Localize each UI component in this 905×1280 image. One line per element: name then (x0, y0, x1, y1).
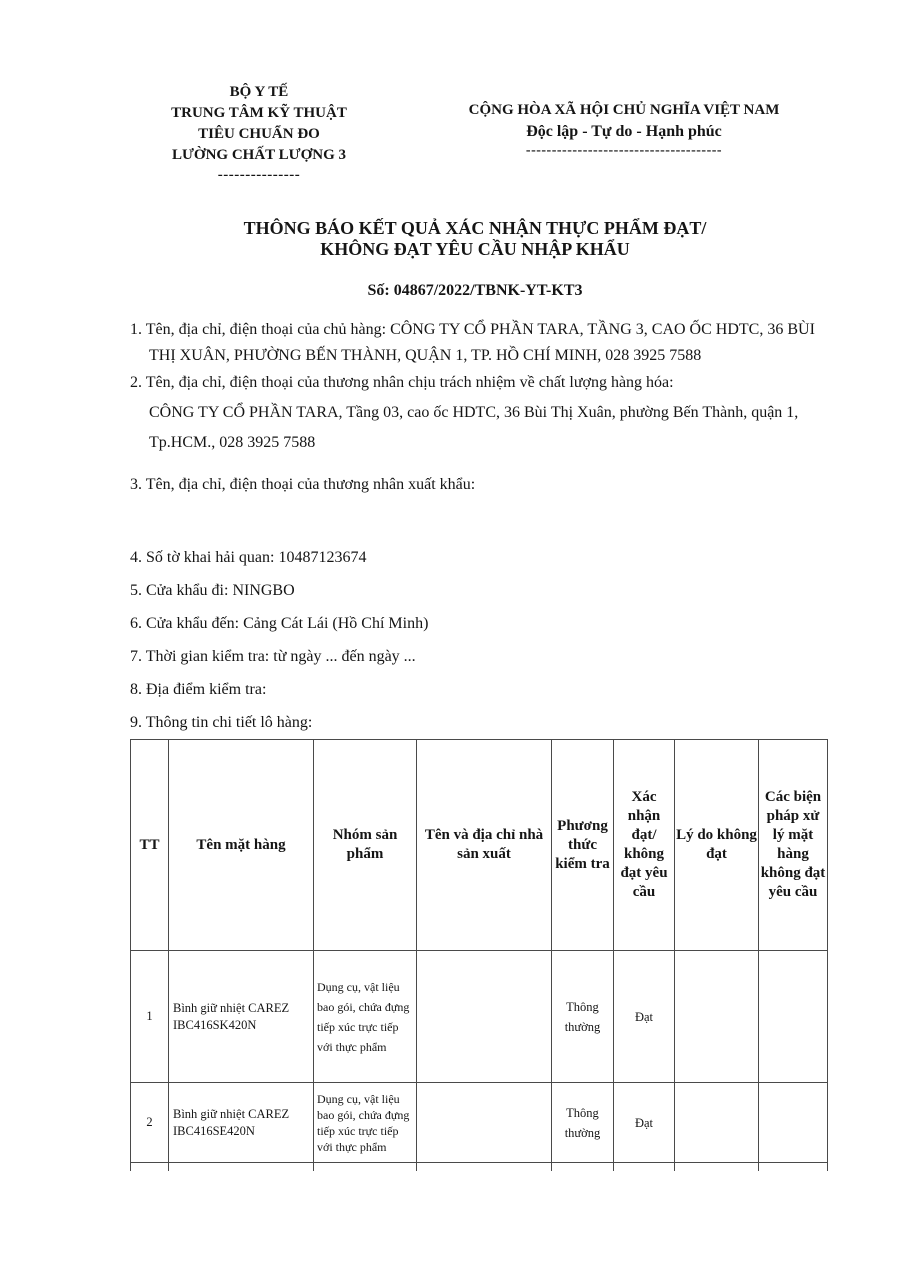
cell-handling-measures (759, 951, 828, 1083)
title-line-1: THÔNG BÁO KẾT QUẢ XÁC NHẬN THỰC PHẨM ĐẠT/ (243, 218, 707, 238)
item-5-departure-port: 5. Cửa khẩu đi: NINGBO (130, 582, 295, 599)
cell-inspection-method: Thông thường (552, 1083, 614, 1163)
item-7-inspection-time: 7. Thời gian kiểm tra: từ ngày ... đến ngày ... (130, 648, 416, 665)
cell-manufacturer (417, 1083, 552, 1163)
col-header-manufacturer: Tên và địa chỉ nhà sản xuất (417, 740, 552, 951)
document-number: Số: 04867/2022/TBNK-YT-KT3 (367, 282, 583, 299)
cell-item-name: Bình giữ nhiệt CAREZ IBC416SK420N (169, 951, 314, 1083)
org-line-center: TRUNG TÂM KỸ THUẬT (171, 105, 347, 121)
cell-product-group: Dụng cụ, vật liệu bao gói, chứa đựng tiếp xúc trực tiếp với thực phẩm (314, 1083, 417, 1163)
table-row (131, 951, 828, 1083)
cell-fail-reason (675, 951, 759, 1083)
item-2-trader-detail: CÔNG TY CỔ PHẦN TARA, Tầng 03, cao ốc HDTC, 36 Bùi Thị Xuân, phường Bến Thành, quận 1, Tp.HCM., 028 3925 7588 (149, 404, 799, 451)
table-cutoff-stub-row (131, 1163, 828, 1171)
cell-manufacturer (417, 951, 552, 1083)
col-header-product-group: Nhóm sản phẩm (314, 740, 417, 951)
col-header-handling-measures: Các biện pháp xử lý mặt hàng không đạt yêu cầu (759, 740, 828, 951)
org-line-standards: TIÊU CHUẨN ĐO (198, 126, 320, 142)
title-line-2: KHÔNG ĐẠT YÊU CẦU NHẬP KHẨU (320, 239, 630, 259)
org-line-ministry: BỘ Y TẾ (229, 84, 289, 100)
cell-tt: 2 (131, 1083, 169, 1163)
item-9-shipment-details: 9. Thông tin chi tiết lô hàng: (130, 714, 313, 731)
goods-table-header (131, 740, 828, 951)
cell-fail-reason (675, 1083, 759, 1163)
cell-result: Đạt (614, 951, 675, 1083)
col-header-fail-reason: Lý do không đạt (675, 740, 759, 951)
item-4-customs-declaration: 4. Số tờ khai hải quan: 10487123674 (130, 549, 367, 566)
item-3-exporter: 3. Tên, địa chỉ, điện thoại của thương nhân xuất khẩu: (130, 476, 476, 493)
item-1-owner: 1. Tên, địa chỉ, điện thoại của chủ hàng: CÔNG TY CỔ PHẦN TARA, TẦNG 3, CAO ỐC HDTC, 36 BÙI THỊ XUÂN, PHƯỜNG BẾN THÀNH, QUẬN 1, TP. HỒ CHÍ MINH, 028 3925 7588 (130, 321, 815, 364)
country-name: CỘNG HÒA XÃ HỘI CHỦ NGHĨA VIỆT NAM (468, 102, 780, 118)
document-title (130, 218, 820, 260)
issuing-org-block (130, 82, 388, 184)
item-8-inspection-place: 8. Địa điểm kiểm tra: (130, 681, 267, 698)
cell-handling-measures (759, 1083, 828, 1163)
col-header-inspection-method: Phương thức kiểm tra (552, 740, 614, 951)
org-line-quality: LƯỜNG CHẤT LƯỢNG 3 (171, 147, 347, 163)
cell-result: Đạt (614, 1083, 675, 1163)
cell-item-name: Bình giữ nhiệt CAREZ IBC416SE420N (169, 1083, 314, 1163)
item-2-trader: 2. Tên, địa chỉ, điện thoại của thương nhân chịu trách nhiệm về chất lượng hàng hóa: (130, 374, 674, 391)
goods-table (130, 739, 828, 1171)
org-separator: --------------- (217, 167, 301, 183)
masthead (130, 82, 820, 184)
cell-product-group: Dụng cụ, vật liệu bao gói, chứa đựng tiếp xúc trực tiếp với thực phẩm (314, 951, 417, 1083)
national-header-block (428, 82, 820, 158)
items-list (130, 317, 820, 736)
item-6-arrival-port: 6. Cửa khẩu đến: Cảng Cát Lái (Hồ Chí Minh) (130, 615, 429, 632)
col-header-result: Xác nhận đạt/ không đạt yêu cầu (614, 740, 675, 951)
cell-tt: 1 (131, 951, 169, 1083)
table-row (131, 1083, 828, 1163)
cell-inspection-method: Thông thường (552, 951, 614, 1083)
col-header-item-name: Tên mặt hàng (169, 740, 314, 951)
motto-separator: -------------------------------------- (525, 143, 723, 158)
col-header-tt: TT (131, 740, 169, 951)
national-motto: Độc lập - Tự do - Hạnh phúc (526, 123, 722, 140)
